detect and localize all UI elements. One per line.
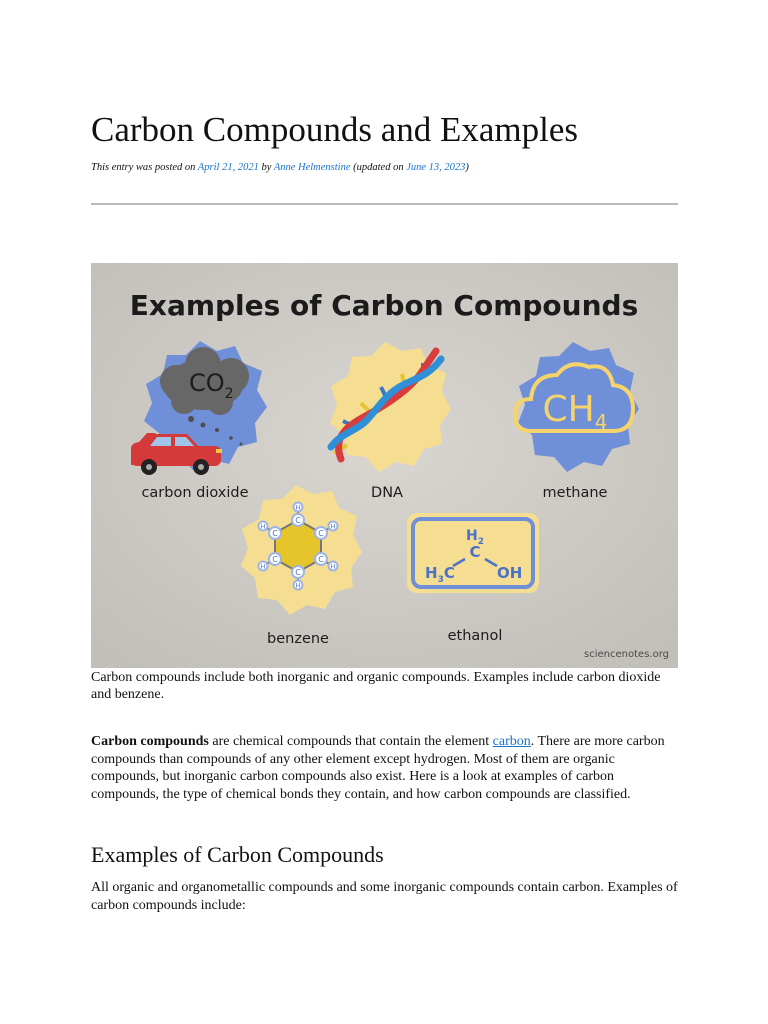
meta-updated-prefix: (updated on	[353, 162, 404, 173]
intro-text-1: are chemical compounds that contain the element	[208, 734, 493, 749]
figure-illustration	[91, 263, 678, 668]
intro-paragraph	[91, 733, 678, 803]
meta-prefix: This entry was posted on	[91, 162, 196, 173]
figure-caption: Carbon compounds include both inorganic and organic compounds. Examples include carbon dioxide and benzene.	[91, 670, 661, 702]
label-carbon-dioxide: carbon dioxide	[141, 485, 249, 501]
author-link[interactable]: Anne Helmenstine	[273, 162, 351, 173]
ethanol-oh: OH	[497, 564, 523, 582]
page-title: Carbon Compounds and Examples	[91, 110, 579, 149]
carbon-link[interactable]: carbon	[492, 734, 531, 749]
label-methane: methane	[542, 485, 608, 501]
methane-formula: $CH_4$	[542, 389, 608, 434]
intro-text-2: . There are more carbon compounds than compounds of any other element except hydrogen. Most of them are organic compounds, but inorganic carbon compounds also exist. Here is a look at examples of carbon compounds, the type of chemical bonds they contain, and how carbon compounds are classified.	[91, 734, 665, 802]
benzene-hydrogen-atom-label: H	[330, 562, 336, 571]
label-ethanol: ethanol	[447, 628, 503, 644]
section-heading: Examples of Carbon Compounds	[91, 842, 384, 867]
figure-carbon-compounds	[91, 263, 678, 668]
benzene-hydrogen-atom-label: H	[295, 503, 301, 512]
ethanol-c: C	[469, 543, 481, 561]
ethanol-h3c: $H_3C$	[425, 564, 455, 585]
separator-rule	[91, 203, 678, 205]
label-dna: DNA	[371, 485, 403, 501]
benzene-carbon-atom-label: C	[272, 554, 278, 564]
benzene-hydrogen-atom-label: H	[260, 562, 266, 571]
section-paragraph: All organic and organometallic compounds and some inorganic compounds contain carbon. Examples of carbon compounds include:	[91, 880, 678, 913]
post-meta	[91, 162, 469, 173]
figure-heading: Examples of Carbon Compounds	[129, 289, 639, 322]
ethanol-h2: $H_2$	[466, 528, 484, 547]
intro-bold: Carbon compounds	[91, 734, 209, 749]
updated-date-link[interactable]: June 13, 2023	[406, 162, 466, 173]
posted-date-link[interactable]: April 21, 2021	[197, 162, 259, 173]
benzene-carbon-atom-label: C	[272, 528, 278, 538]
benzene-carbon-atom-label: C	[295, 515, 301, 525]
meta-by: by	[261, 162, 272, 173]
figure-watermark: sciencenotes.org	[584, 649, 669, 660]
benzene-carbon-atom-label: C	[295, 567, 301, 577]
benzene-hydrogen-atom-label: H	[260, 522, 266, 531]
benzene-carbon-atom-label: C	[318, 528, 324, 538]
benzene-hydrogen-atom-label: H	[295, 581, 301, 590]
label-benzene: benzene	[267, 631, 329, 647]
benzene-carbon-atom-label: C	[318, 554, 324, 564]
meta-suffix: )	[465, 162, 469, 173]
co2-formula: $CO_2$	[189, 369, 234, 402]
benzene-hydrogen-atom-label: H	[330, 522, 336, 531]
